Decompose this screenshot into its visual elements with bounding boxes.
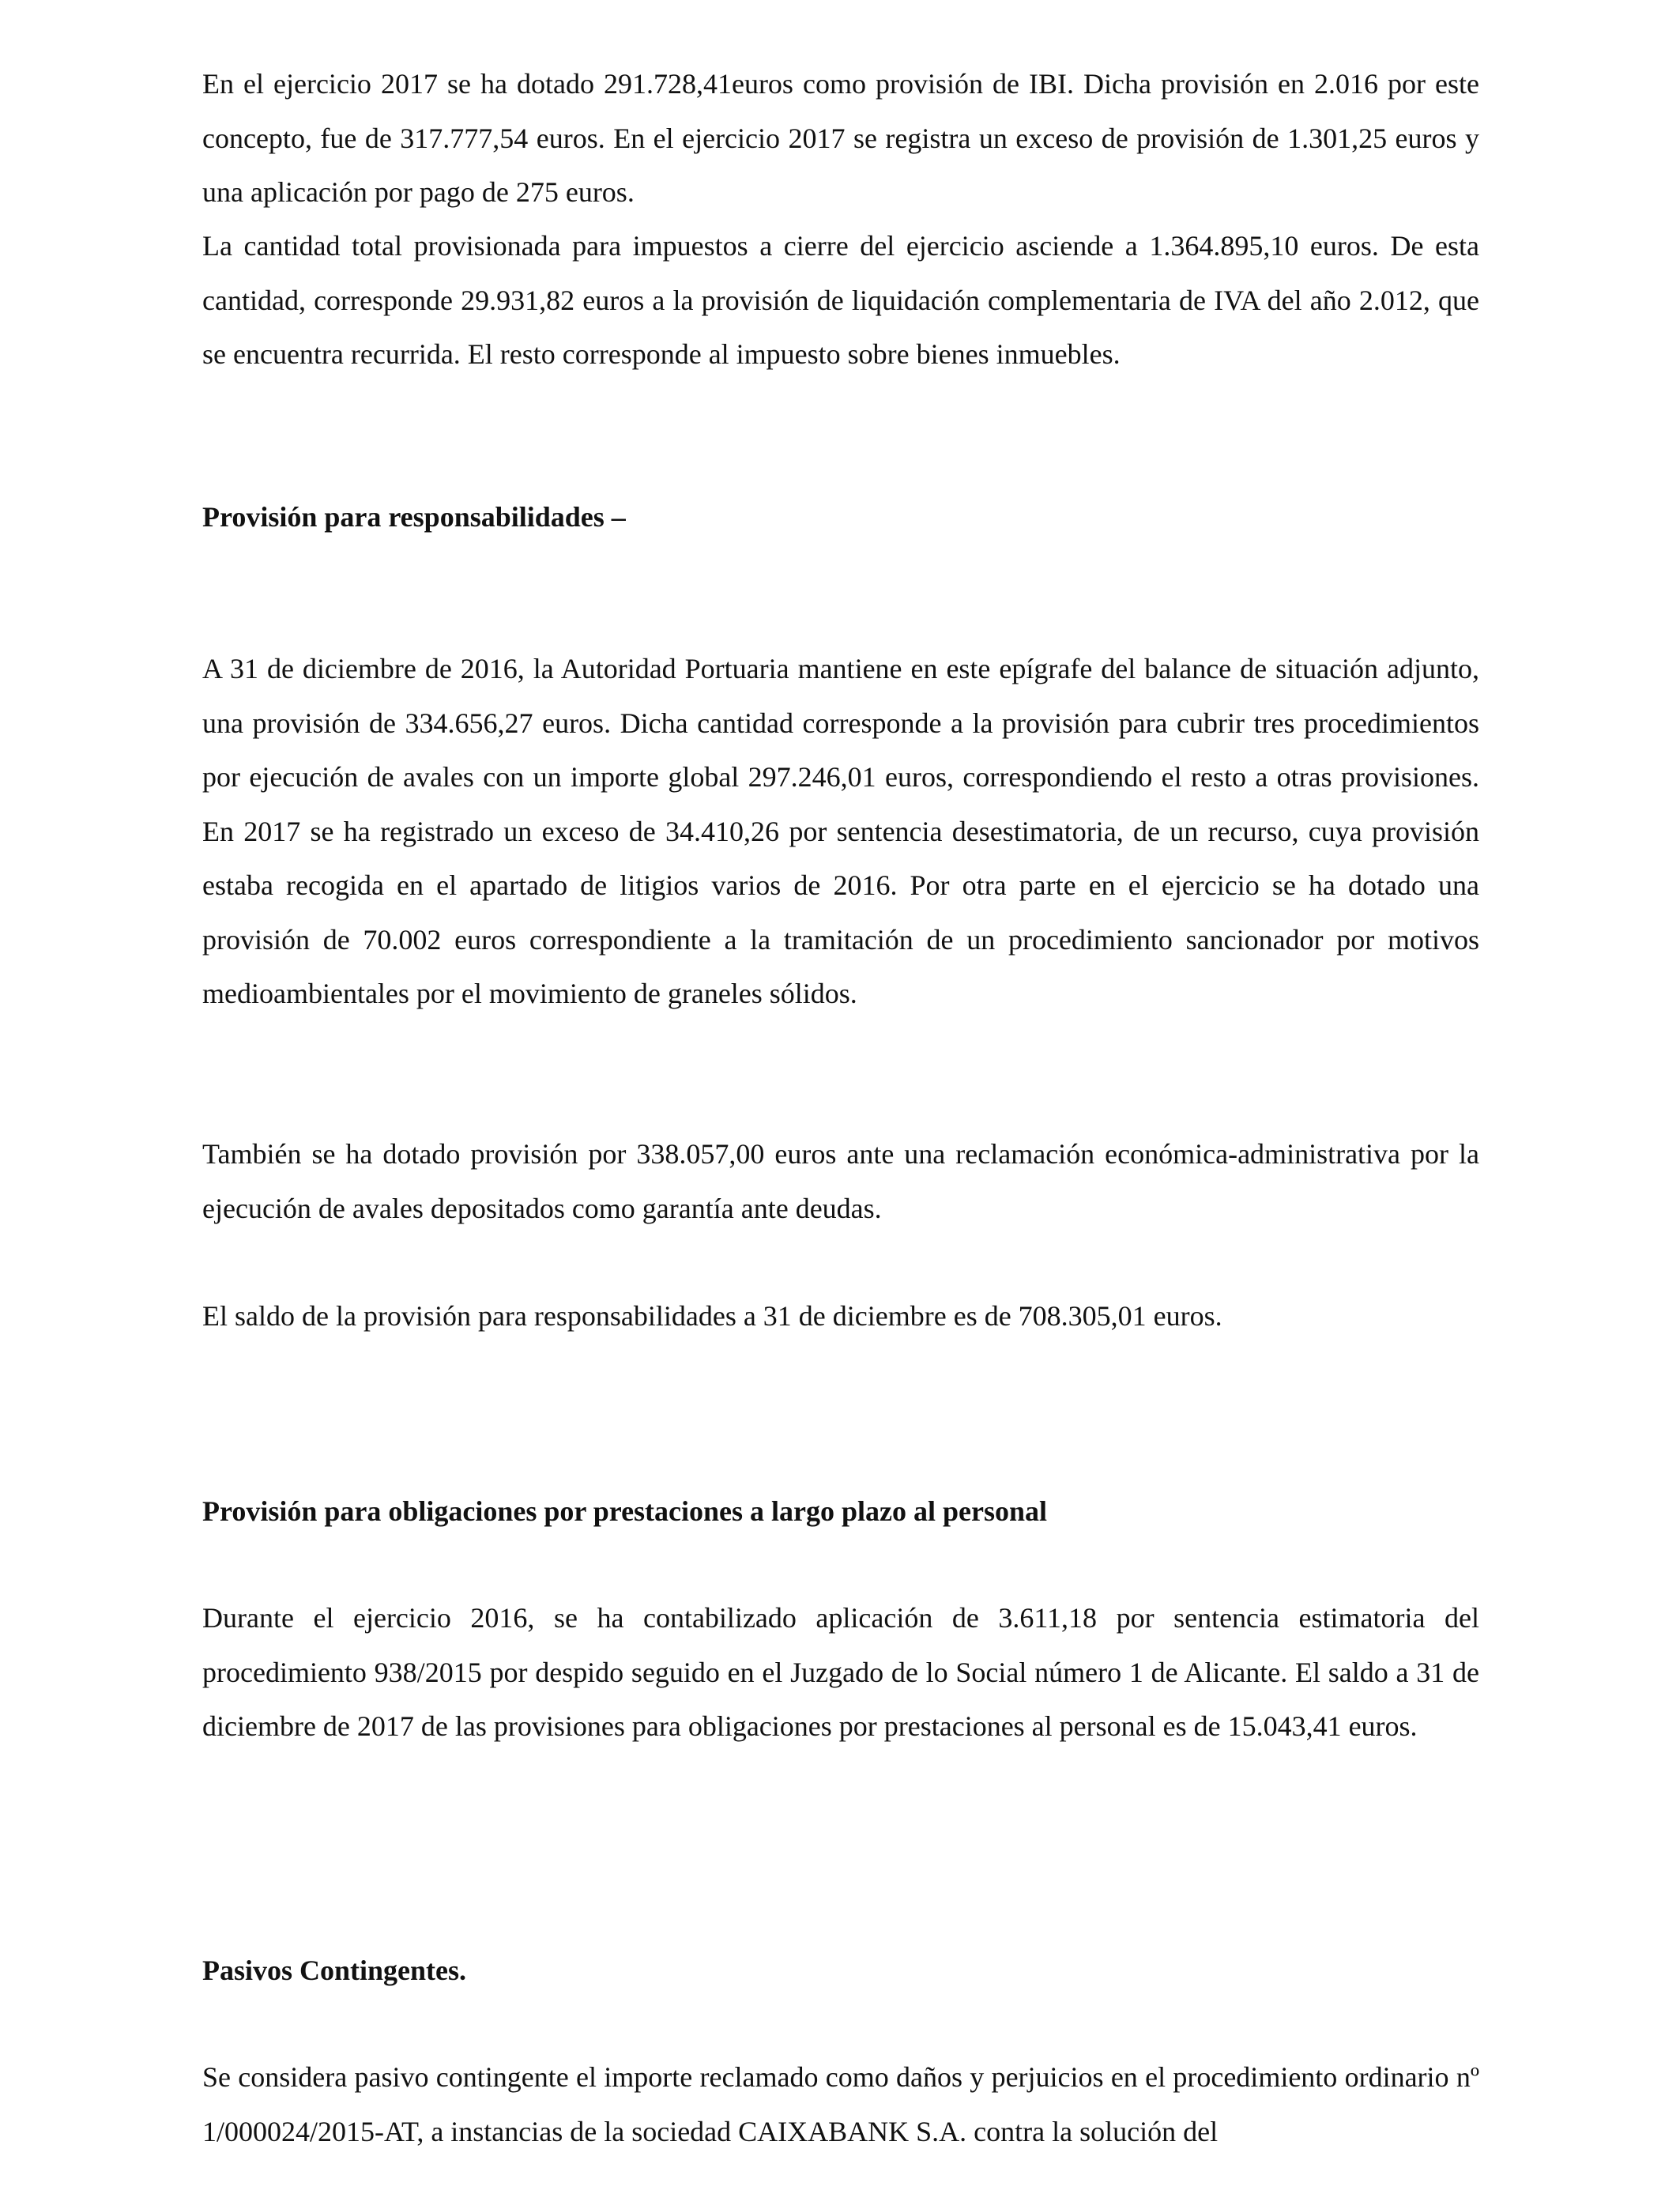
paragraph-text: Durante el ejercicio 2016, se ha contabilizado aplicación de 3.611,18 por sentencia estimatoria del procedimiento 938/2015 por despido seguido en el Juzgado de lo Social número 1 de Alicante. El saldo a 31 de diciembre de 2017 de las provisiones para obligaciones por prestaciones al personal es de 15.043,41 euros.	[202, 1602, 1479, 1742]
paragraph-obligaciones	[202, 1591, 1479, 1754]
section-heading-pasivos	[202, 1943, 1479, 1997]
paragraph-text: En el ejercicio 2017 se ha dotado 291.728,41euros como provisión de IBI. Dicha provisión en 2.016 por este concepto, fue de 317.777,54 euros. En el ejercicio 2017 se registra un exceso de provisión de 1.301,25 euros y una aplicación por pago de 275 euros.	[202, 68, 1479, 208]
paragraph-text: A 31 de diciembre de 2016, la Autoridad Portuaria mantiene en este epígrafe del balance de situación adjunto, una provisión de 334.656,27 euros. Dicha cantidad corresponde a la provisión para cubrir tres procedimientos por ejecución de avales con un importe global 297.246,01 euros, correspondiendo el resto a otras provisiones. En 2017 se ha registrado un exceso de 34.410,26 por sentencia desestimatoria, de un recurso, cuya provisión estaba recogida en el apartado de litigios varios de 2016. Por otra parte en el ejercicio se ha dotado una provisión de 70.002 euros correspondiente a la tramitación de un procedimiento sancionador por motivos medioambientales por el movimiento de graneles sólidos.	[202, 653, 1479, 1009]
paragraph-responsabilidades-detail	[202, 642, 1479, 1021]
section-heading-obligaciones	[202, 1484, 1479, 1538]
paragraph-total-tax-provision	[202, 219, 1479, 382]
heading-text: Pasivos Contingentes.	[202, 1955, 467, 1986]
paragraph-text: La cantidad total provisionada para impuestos a cierre del ejercicio asciende a 1.364.895,10 euros. De esta cantidad, corresponde 29.931,82 euros a la provisión de liquidación complementaria de IVA del año 2.012, que se encuentra recurrida. El resto corresponde al impuesto sobre bienes inmuebles.	[202, 230, 1479, 370]
paragraph-ibi-provision	[202, 57, 1479, 220]
section-heading-responsabilidades	[202, 490, 1479, 544]
paragraph-text: Se considera pasivo contingente el importe reclamado como daños y perjuicios en el procedimiento ordinario nº 1/000024/2015-AT, a instancias de la sociedad CAIXABANK S.A. contra la solución del	[202, 2061, 1479, 2147]
heading-text: Provisión para responsabilidades –	[202, 501, 626, 533]
paragraph-pasivos	[202, 2050, 1479, 2158]
paragraph-text: El saldo de la provisión para responsabilidades a 31 de diciembre es de 708.305,01 euros.	[202, 1300, 1222, 1332]
paragraph-text: También se ha dotado provisión por 338.057,00 euros ante una reclamación económica-administrativa por la ejecución de avales depositados como garantía ante deudas.	[202, 1138, 1479, 1224]
paragraph-saldo-responsabilidades	[202, 1289, 1479, 1344]
heading-text: Provisión para obligaciones por prestaciones a largo plazo al personal	[202, 1495, 1048, 1527]
paragraph-reclamacion	[202, 1127, 1479, 1235]
